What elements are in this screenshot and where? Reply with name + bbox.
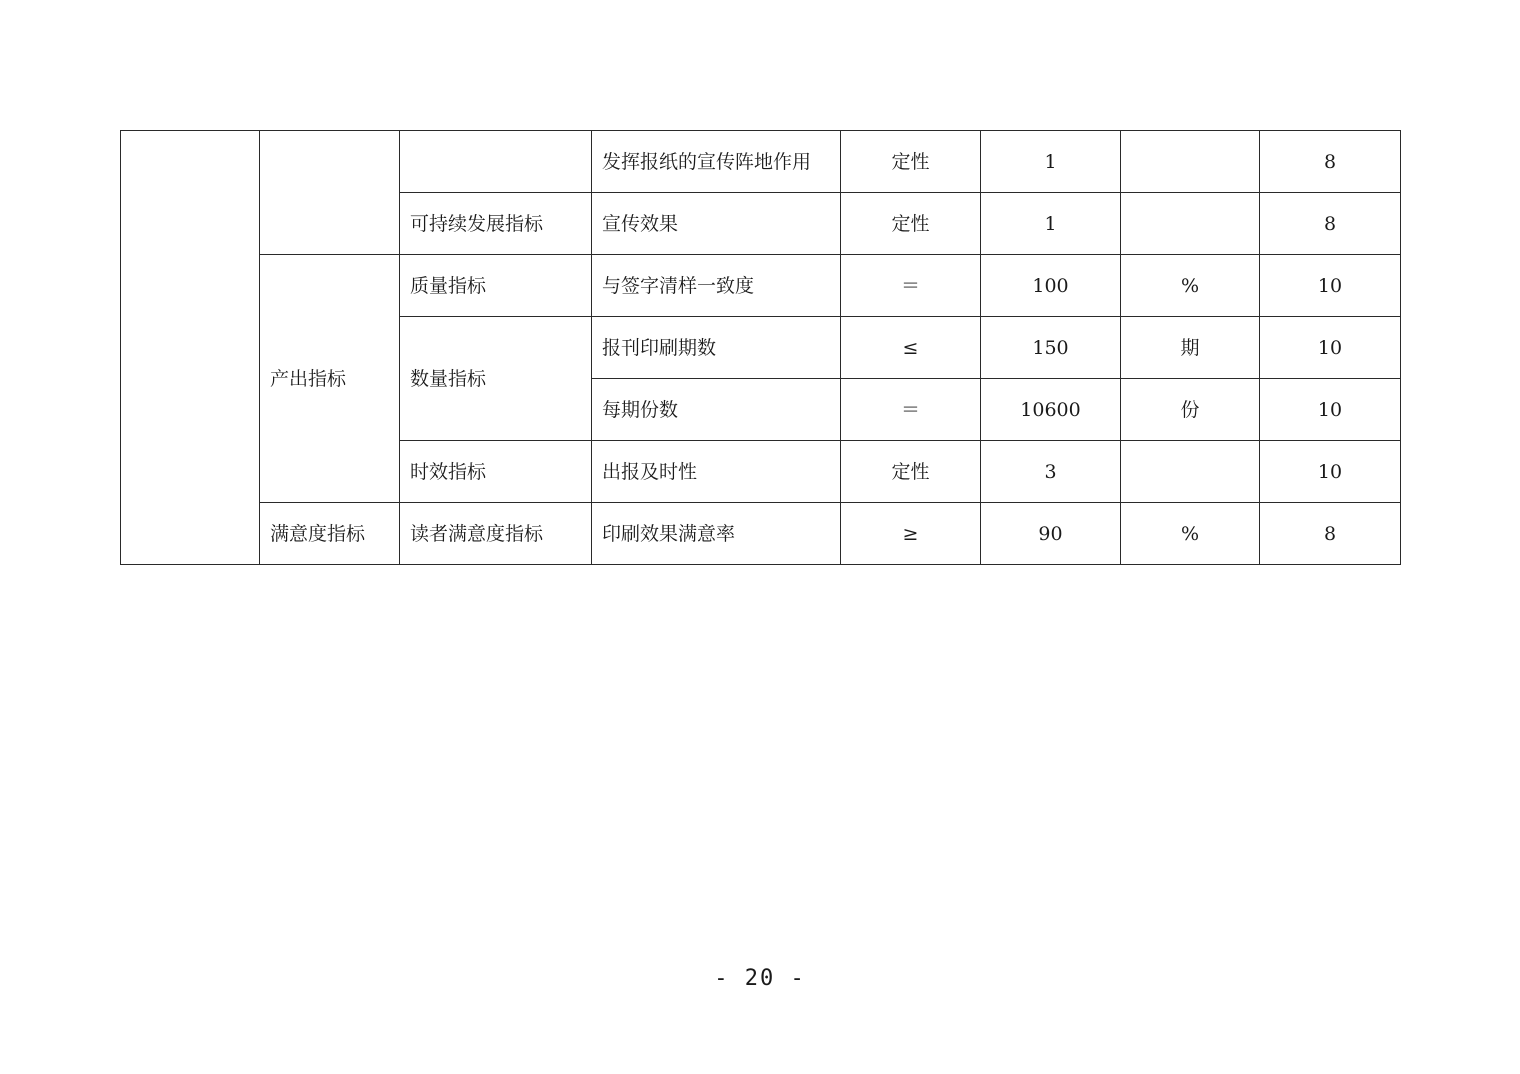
indicator-symbol-cell: ＝: [841, 379, 981, 441]
indicator-name-cell: 每期份数: [592, 379, 841, 441]
level3-indicator-cell: 时效指标: [400, 441, 592, 503]
indicator-value-cell: 10600: [981, 379, 1121, 441]
indicator-score-cell: 10: [1260, 255, 1401, 317]
performance-indicator-table: [120, 130, 1401, 565]
indicator-value-cell: 100: [981, 255, 1121, 317]
indicator-score-cell: 8: [1260, 193, 1401, 255]
table-row: [121, 255, 1401, 317]
indicator-symbol-cell: 定性: [841, 131, 981, 193]
page-number: - 20 -: [714, 966, 806, 991]
indicator-unit-cell: [1121, 193, 1260, 255]
level3-indicator-cell: 读者满意度指标: [400, 503, 592, 565]
indicator-symbol-cell: ≥: [841, 503, 981, 565]
level3-indicator-cell: [400, 131, 592, 193]
indicator-unit-cell: [1121, 441, 1260, 503]
indicator-name-cell: 报刊印刷期数: [592, 317, 841, 379]
level3-indicator-cell: 质量指标: [400, 255, 592, 317]
table-row: [121, 503, 1401, 565]
indicator-name-cell: 与签字清样一致度: [592, 255, 841, 317]
indicator-name-cell: 出报及时性: [592, 441, 841, 503]
indicator-unit-cell: [1121, 131, 1260, 193]
indicator-score-cell: 8: [1260, 131, 1401, 193]
indicator-value-cell: 150: [981, 317, 1121, 379]
indicator-name-cell: 发挥报纸的宣传阵地作用: [592, 131, 841, 193]
table-row: [121, 131, 1401, 193]
indicator-name-cell: 印刷效果满意率: [592, 503, 841, 565]
indicator-symbol-cell: ＝: [841, 255, 981, 317]
indicator-unit-cell: 期: [1121, 317, 1260, 379]
indicator-score-cell: 10: [1260, 317, 1401, 379]
indicator-unit-cell: %: [1121, 503, 1260, 565]
level3-indicator-cell: 可持续发展指标: [400, 193, 592, 255]
indicator-unit-cell: 份: [1121, 379, 1260, 441]
indicator-score-cell: 10: [1260, 441, 1401, 503]
level2-indicator-cell: 满意度指标: [260, 503, 400, 565]
indicator-symbol-cell: ≤: [841, 317, 981, 379]
level2-indicator-cell: 产出指标: [260, 255, 400, 503]
indicator-name-cell: 宣传效果: [592, 193, 841, 255]
indicator-symbol-cell: 定性: [841, 193, 981, 255]
level3-indicator-cell: 数量指标: [400, 317, 592, 441]
indicator-symbol-cell: 定性: [841, 441, 981, 503]
indicator-unit-cell: %: [1121, 255, 1260, 317]
indicator-value-cell: 1: [981, 131, 1121, 193]
indicator-score-cell: 8: [1260, 503, 1401, 565]
indicator-value-cell: 1: [981, 193, 1121, 255]
indicator-value-cell: 3: [981, 441, 1121, 503]
level1-indicator-cell: [121, 131, 260, 565]
indicator-value-cell: 90: [981, 503, 1121, 565]
level2-indicator-cell: [260, 131, 400, 255]
indicator-score-cell: 10: [1260, 379, 1401, 441]
